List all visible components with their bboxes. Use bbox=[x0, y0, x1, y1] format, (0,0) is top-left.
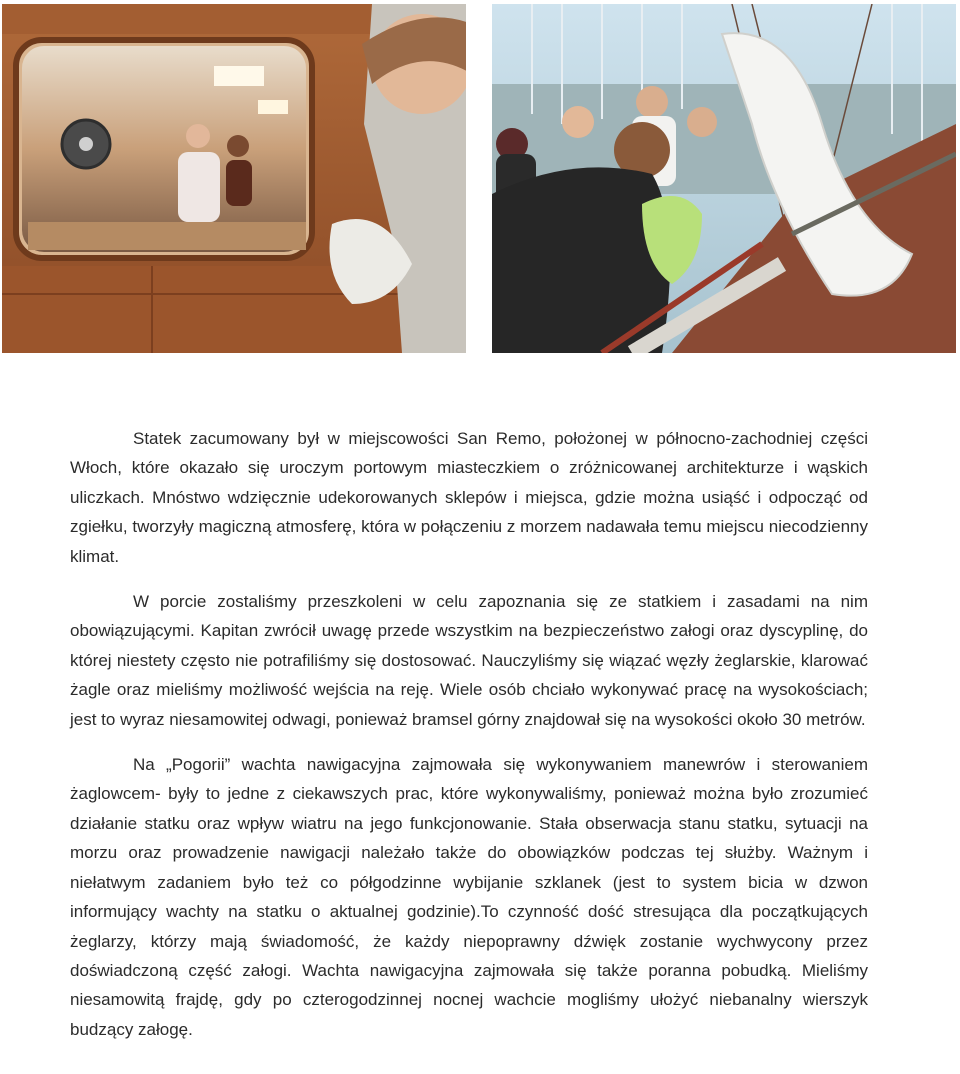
deck-photo bbox=[492, 4, 956, 353]
article-text bbox=[70, 424, 868, 1044]
paragraph-san-remo: Statek zacumowany był w miejscowości San Remo, położonej w północno-zachodniej części Włoch, które okazało się uroczym portowym miasteczkiem o zróżnicowanej architekturze i wąskich uliczkach. Mnóstwo wdzięcznie udekorowanych sklepów i miejsca, gdzie można usiąść i odpocząć od zgiełku, tworzyły magiczną atmosferę, która w połączeniu z morzem nadawała temu miejscu niecodzienny klimat. bbox=[70, 429, 868, 566]
paragraph-navigation-watch: Na „Pogorii” wachta nawigacyjna zajmowała się wykonywaniem manewrów i sterowaniem żaglowcem- były to jedne z ciekawszych prac, które wykonywaliśmy, ponieważ można było zrozumieć działanie statku oraz wpływ wiatru na jego funkcjonowanie. Stała obserwacja stanu statku, sytuacji na morzu oraz prowadzenie nawigacji należało także do obowiązków podczas tej służby. Ważnym i niełatwym zadaniem było też co półgodzinne wybijanie szklanek (jest to system bicia w dzwon informujący wachty na statku o aktualnej godzinie).To czynność dość stresująca dla początkujących żeglarzy, którzy mają świadomość, że każdy niepoprawny dźwięk zostanie wychwycony przez doświadczoną część załogi. Wachta nawigacyjna zajmowała się także poranna pobudką. Mieliśmy niesamowitą frajdę, gdy po czterogodzinnej nocnej wachcie mogliśmy ułożyć niebanalny wierszyk budzący załogę. bbox=[70, 755, 868, 1039]
galley-photo bbox=[2, 4, 466, 353]
paragraph-port-training: W porcie zostaliśmy przeszkoleni w celu zapoznania się ze statkiem i zasadami na nim obowiązującymi. Kapitan zwrócił uwagę przede wszystkim na bezpieczeństwo załogi oraz dyscyplinę, do której niestety często nie potrafiliśmy się dostosować. Nauczyliśmy się wiązać węzły żeglarskie, klarować żagle oraz mieliśmy możliwość wejścia na reję. Wiele osób chciało wykonywać pracę na wysokościach; jest to wyraz niesamowitej odwagi, ponieważ bramsel górny znajdował się na wysokości około 30 metrów. bbox=[70, 592, 868, 729]
